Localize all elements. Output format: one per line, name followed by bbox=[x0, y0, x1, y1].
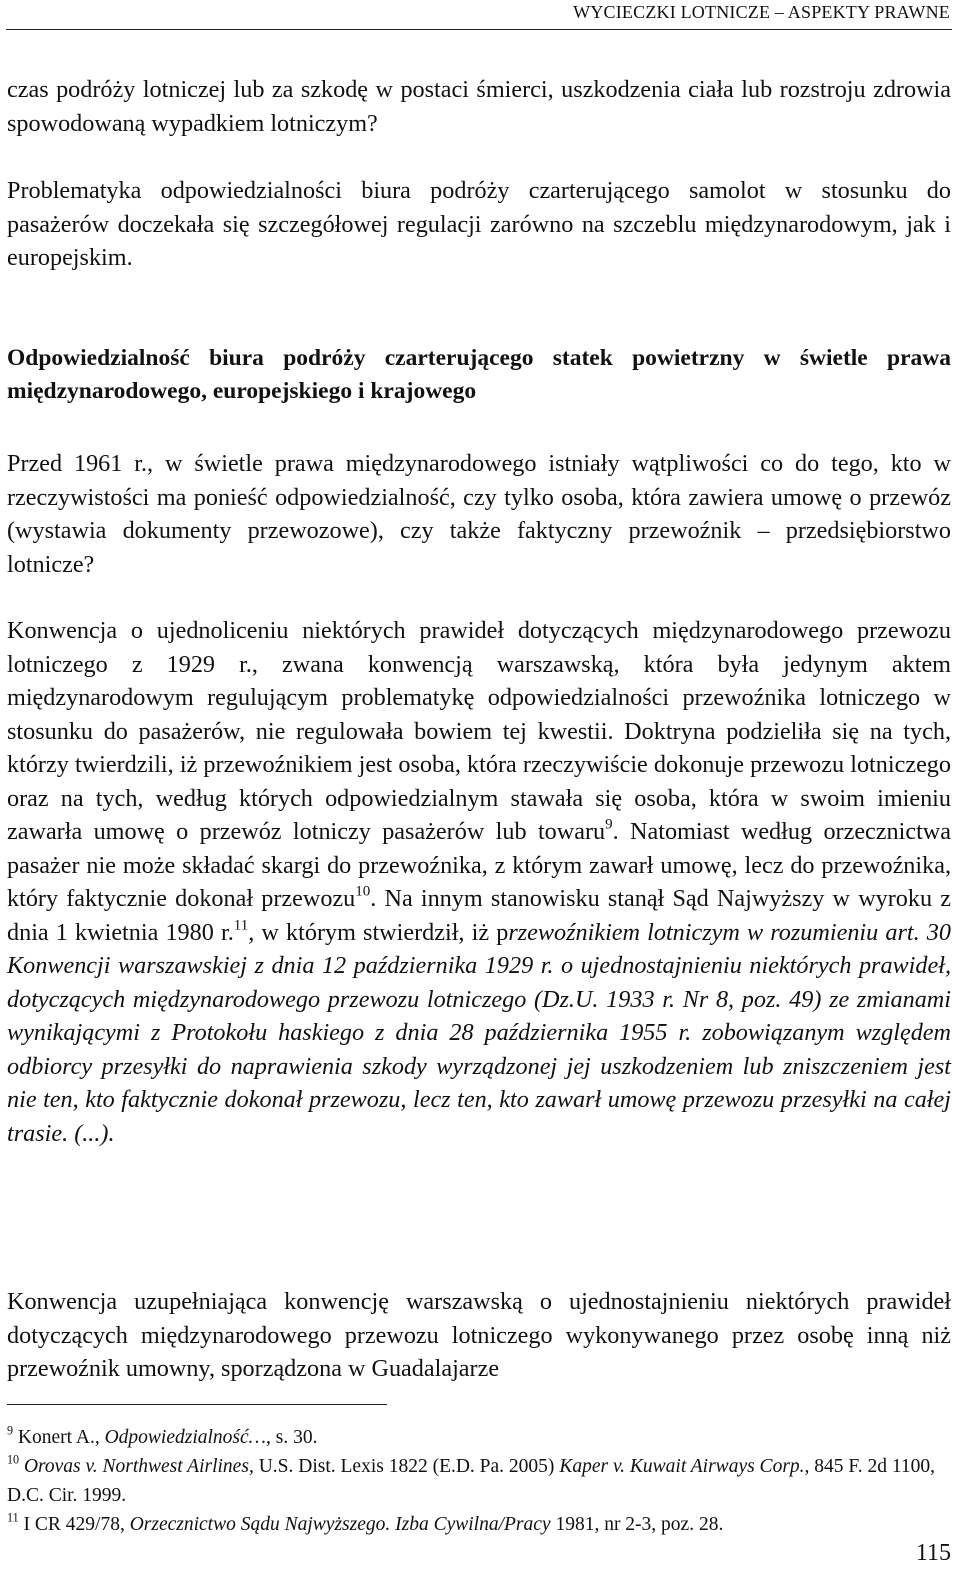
footnote-ref-9: 9 bbox=[605, 816, 613, 833]
footnote-number: 11 bbox=[7, 1510, 19, 1525]
footnote-number: 9 bbox=[7, 1423, 14, 1438]
footnote-9 bbox=[7, 1423, 951, 1452]
footnote-ref-11: 11 bbox=[233, 917, 249, 933]
page-number: 115 bbox=[915, 1540, 951, 1566]
paragraph-4-part-c: . Na innym stanowisku stanął Sąd Najwyższy w wyroku z dnia 1 kwietnia 1980 r. bbox=[7, 885, 952, 946]
paragraph-3: Przed 1961 r., w świetle prawa międzynarodowego istniały wątpliwości co do tego, kto w rzeczywistości ma ponieść odpowiedzialność, czy tylko osoba, która zawiera umowę o przewóz (wystawia dokumenty przewozowe), czy także faktyczny przewoźnik – przedsiębiorstwo lotnicze? bbox=[7, 450, 951, 578]
running-title: WYCIECZKI LOTNICZE – ASPEKTY PRAWNE bbox=[573, 2, 950, 22]
paragraph-2: Problematyka odpowiedzialności biura podróży czarterującego samolot w stosunku do pasażerów doczekała się szczegółowej regulacji zarówno na szczeblu międzynarodowym, jak i europejskim. bbox=[7, 177, 951, 271]
footnote-text: , U.S. Dist. Lexis 1822 (E.D. Pa. 2005) bbox=[248, 1456, 560, 1477]
footnote-number: 10 bbox=[7, 1452, 20, 1467]
paragraph-4 bbox=[7, 614, 951, 1150]
footnote-italic: Kaper v. Kuwait Airways Corp. bbox=[559, 1456, 805, 1477]
paragraph-5: Konwencja uzupełniająca konwencję warszawską o ujednostajnieniu niektórych prawideł dotyczących międzynarodowego przewozu lotniczego wykonywanego przez osobę inną niż przewoźnik umowny, sporządzona w Guadalajarze bbox=[7, 1288, 951, 1382]
section-heading: Odpowiedzialność biura podróży czarterującego statek powietrzny w świetle prawa międzynarodowego, europejskiego i krajowego bbox=[7, 345, 951, 404]
paragraph-4-part-d: , w którym stwierdził, iż p bbox=[248, 918, 509, 946]
running-header bbox=[6, 0, 952, 30]
footnote-text: I CR 429/78, bbox=[18, 1514, 130, 1535]
paragraph-4-part-b: . Natomiast według orzecznictwa pasażer nie może składać skargi do przewoźnika, z którym zawarł umowę, lecz do przewoźnika, który faktycznie dokonał przewozu bbox=[7, 818, 952, 912]
footnote-text: Konert A., bbox=[13, 1427, 105, 1448]
footnote-text: 1981, nr 2-3, poz. 28. bbox=[550, 1514, 724, 1535]
footnote-11 bbox=[7, 1510, 951, 1539]
footnotes bbox=[7, 1423, 951, 1539]
footnote-italic: Orovas v. Northwest Airlines bbox=[23, 1456, 249, 1477]
paragraph-1: czas podróży lotniczej lub za szkodę w postaci śmierci, uszkodzenia ciała lub rozstroju zdrowia spowodowaną wypadkiem lotniczym? bbox=[7, 76, 951, 137]
footnote-separator bbox=[7, 1404, 387, 1405]
footnote-italic: Odpowiedzialność… bbox=[104, 1427, 266, 1448]
court-quote: rzewoźnikiem lotniczym w rozumieniu art. 30 Konwencji warszawskiej z dnia 12 października 1929 r. o ujednostajnieniu niektórych prawideł, dotyczących międzynarodowego przewozu lotniczego (Dz.U. 1933 r. Nr 8, poz. 49) ze zmianami wynikającymi z Protokołu haskiego z dnia 28 października 1955 r. zobowiązanym względem odbiorcy przesyłki do naprawienia szkody wyrządzonej jej uszkodzeniem lub zniszczeniem jest nie ten, kto faktycznie dokonał przewozu, lecz ten, kto zawarł umowę przewozu przesyłki na całej trasie. (...). bbox=[7, 918, 951, 1147]
footnote-italic: Orzecznictwo Sądu Najwyższego. Izba Cywilna/Pracy bbox=[129, 1514, 551, 1535]
paragraph-4-part-a: Konwencja o ujednoliceniu niektórych prawideł dotyczących międzynarodowego przewozu lotniczego z 1929 r., zwana konwencją warszawską, która była jedynym aktem międzynarodowym regulującym problematykę odpowiedzialności przewoźnika lotniczego w stosunku do pasażerów, nie regulowała bowiem tej kwestii. Doktryna podzieliła się na tych, którzy twierdzili, iż przewoźnikiem jest osoba, która rzeczywiście dokonuje przewozu lotniczego oraz na tych, według których odpowiedzialnym stawała się osoba, która w swoim imieniu zawarła umowę o przewóz lotniczy pasażerów lub towaru bbox=[7, 617, 951, 845]
footnote-text: , s. 30. bbox=[266, 1427, 318, 1448]
footnote-10 bbox=[7, 1452, 951, 1510]
footnote-ref-10: 10 bbox=[355, 883, 371, 900]
footnote-text: , 845 F. 2d 1100, D.C. Cir. 1999. bbox=[7, 1456, 935, 1506]
